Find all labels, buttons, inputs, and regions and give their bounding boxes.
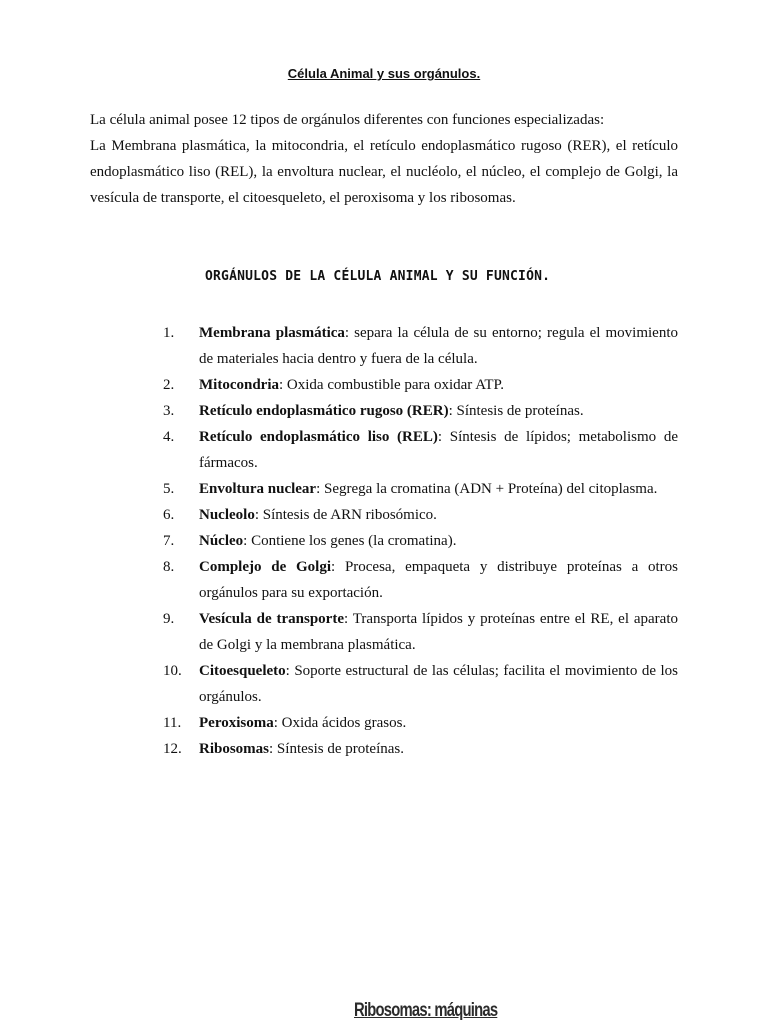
organelle-number: 12. bbox=[163, 741, 182, 757]
organelle-description: : Segrega la cromatina (ADN + Proteína) del citoplasma. bbox=[316, 481, 658, 497]
document-title: Célula Animal y sus orgánulos. bbox=[287, 66, 481, 81]
organelle-name: Citoesqueleto bbox=[199, 663, 286, 679]
organelle-name: Retículo endoplasmático rugoso (RER) bbox=[199, 403, 449, 419]
organelle-description: : Soporte estructural de las células; facilita el movimiento de los orgánulos. bbox=[199, 663, 678, 705]
organelle-number: 1. bbox=[163, 325, 175, 341]
organelle-item bbox=[163, 528, 678, 554]
organelle-name: Peroxisoma bbox=[199, 715, 274, 731]
organelle-item bbox=[163, 658, 678, 710]
organelle-number: 7. bbox=[163, 533, 175, 549]
organelle-item bbox=[163, 554, 678, 606]
organelle-item bbox=[163, 710, 678, 736]
organelle-description: : Síntesis de proteínas. bbox=[448, 403, 584, 419]
organelle-description: : Síntesis de lípidos; metabolismo de fármacos. bbox=[199, 429, 678, 471]
organelle-name: Nucleolo bbox=[199, 507, 255, 523]
organelle-name: Complejo de Golgi bbox=[199, 559, 332, 575]
organelle-number: 6. bbox=[163, 507, 175, 523]
organelle-item bbox=[163, 398, 678, 424]
organelle-number: 10. bbox=[163, 663, 182, 679]
organelle-number: 9. bbox=[163, 611, 175, 627]
ribosomes-image-caption: Ribosomas: máquinas bbox=[354, 1000, 498, 1021]
organelle-number: 4. bbox=[163, 429, 175, 445]
organelle-list bbox=[163, 320, 678, 762]
organelle-description: : Contiene los genes (la cromatina). bbox=[243, 533, 457, 549]
organelle-name: Vesícula de transporte bbox=[199, 611, 344, 627]
organelle-item bbox=[163, 736, 678, 762]
intro-line-2: La Membrana plasmática, la mitocondria, el retículo endoplasmático rugoso (RER), el retículo endoplasmático liso (REL), la envoltura nuclear, el nucléolo, el núcleo, el complejo de Golgi, la vesícula de transporte, el citoesqueleto, el peroxisoma y los ribosomas. bbox=[90, 138, 678, 206]
organelle-name: Envoltura nuclear bbox=[199, 481, 317, 497]
organelle-name: Núcleo bbox=[199, 533, 244, 549]
organelle-description: : Transporta lípidos y proteínas entre el RE, el aparato de Golgi y la membrana plasmática. bbox=[199, 611, 678, 653]
organelle-number: 8. bbox=[163, 559, 175, 575]
organelle-item bbox=[163, 606, 678, 658]
organelle-item bbox=[163, 320, 678, 372]
organelle-item bbox=[163, 476, 678, 502]
organelle-description: : Síntesis de ARN ribosómico. bbox=[254, 507, 437, 523]
organelle-description: : Procesa, empaqueta y distribuye proteínas a otros orgánulos para su exportación. bbox=[199, 559, 678, 601]
organelle-name: Membrana plasmática bbox=[199, 325, 345, 341]
organelle-number: 3. bbox=[163, 403, 175, 419]
organelle-number: 5. bbox=[163, 481, 175, 497]
organelle-number: 11. bbox=[163, 715, 182, 731]
organelle-description: : Síntesis de proteínas. bbox=[269, 741, 405, 757]
ribosomes-image bbox=[354, 1000, 498, 1024]
organelle-name: Mitocondria bbox=[199, 377, 279, 393]
organelle-name: Ribosomas bbox=[199, 741, 270, 757]
organelle-description: : separa la célula de su entorno; regula el movimiento de materiales hacia dentro y fuera de la célula. bbox=[199, 325, 678, 367]
organelle-item bbox=[163, 502, 678, 528]
organelle-number: 2. bbox=[163, 377, 175, 393]
organelle-name: Retículo endoplasmático liso (REL) bbox=[199, 429, 438, 445]
organelle-item bbox=[163, 424, 678, 476]
intro-paragraph bbox=[90, 107, 678, 211]
organelle-description: : Oxida ácidos grasos. bbox=[273, 715, 407, 731]
intro-line-1: La célula animal posee 12 tipos de orgánulos diferentes con funciones especializadas: bbox=[90, 112, 605, 128]
organelle-item bbox=[163, 372, 678, 398]
organelle-description: : Oxida combustible para oxidar ATP. bbox=[279, 377, 504, 393]
section-heading: ORGÁNULOS DE LA CÉLULA ANIMAL Y SU FUNCIÓN. bbox=[205, 269, 551, 284]
